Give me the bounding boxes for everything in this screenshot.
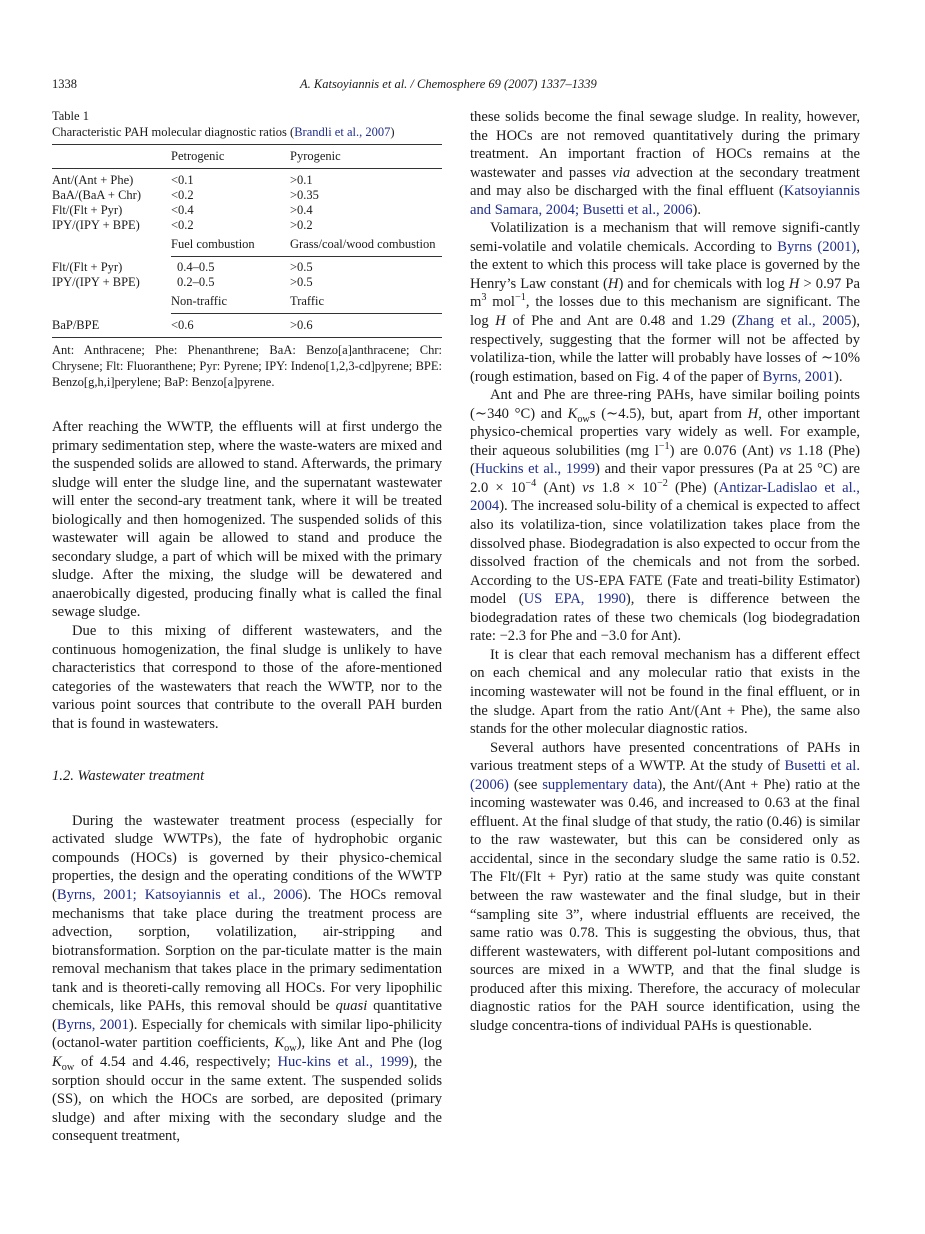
citation-link[interactable]: Katsoyiannis and Samara, 2004; Busetti et al., 2006 <box>470 183 860 218</box>
table-row: BaA/(BaA + Chr) <0.2 >0.35 <box>52 187 319 202</box>
table-row: Flt/(Flt + Pyr) <0.4 >0.4 <box>52 202 313 217</box>
citation-link[interactable]: Huc-kins et al., 1999 <box>277 1053 409 1070</box>
paragraph: Due to this mixing of different wastewaters, and the continuous homogenization, the final sludge is unlikely to have characteristics that correspond to those of the afore-mentioned categories of the wastewaters that reach the WWTP, nor to the various point sources that contribute to the overall PAH burden that is found in wastewaters. <box>52 623 442 732</box>
citation-link[interactable]: Byrns (2001) <box>777 238 857 255</box>
citation-link[interactable]: US EPA, 1990 <box>523 591 626 608</box>
citation-link[interactable]: Byrns, 2001 <box>762 368 834 385</box>
table-row: BaP/BPE <0.6 >0.6 <box>52 314 442 338</box>
supplementary-data-link[interactable]: supplementary data <box>542 776 658 793</box>
citation-link[interactable]: Byrns, 2001; Katsoyiannis et al., 2006 <box>56 887 303 904</box>
running-head: A. Katsoyiannis et al. / Chemosphere 69 (2007) 1337–1339 <box>300 77 597 91</box>
paragraph: It is clear that each removal mechanism has a different effect on each chemical and any molecular ratio that exists in the incoming wastewater will not be found in the final effluent, or in the sludge. Apart from the ratio Ant/(Ant + Phe), the same also stands for the other molecular diagnostic ratios. <box>470 646 860 738</box>
right-column <box>470 108 860 1035</box>
paragraph: During the wastewater treatment process (especially for activated sludge WWTPs), the fate of hydrophobic organic compounds (HOCs) is governed by their physico-chemical properties, the design and the operating conditions of the WWTP (Byrns, 2001; Katsoyiannis et al., 2006). The HOCs removal mechanisms that take place during the treatment process are advection, sorption, volatilization, air-stripping and biotransformation. Sorption on the par-ticulate matter is the main removal mechanism that takes place in the primary sedimentation tank and is theoreti-cally removing all HOCs. For very lipophilic chemicals, like PAHs, this removal should be quasi quantitative (Byrns, 2001). Especially for chemicals with similar lipo-philicity (octanol-water partition coefficients, $K_{ow}$), like Ant and Phe (log $K_{ow}$ of 4.54 and 4.46, respectively; Huc-kins et al., 1999), the sorption should occur in the same extent. The suspended solids (SS), on which the HOCs are sorbed, are deposited (primary sludge) and after mixing with the secondary sludge and the consequent treatment, <box>52 812 442 1145</box>
column-header: Pyrogenic <box>290 145 442 169</box>
table-label: Table 1 <box>52 109 89 123</box>
paragraph: After reaching the WWTP, the effluents will at first undergo the primary sedimentation step, where the waste-waters are mixed and the suspended solids are allowed to stand. Afterwards, the primary sludge will enter the sludge line, and the supernatant wastewater will enter the second-ary treatment tank, where it will be treated biologically and then homogenized. The suspended solids of this wastewater will again be allowed to stand and produce the secondary sludge, a part of which will be mixed with the primary sludge. After the mixing, the sludge will be dewatered and anaerobically digested, producing finally what is called the final sewage sludge. <box>52 419 442 621</box>
table-footnote: Ant: Anthracene; Phe: Phenanthrene; BaA: Benzo[a]anthracene; Chr: Chrysene; Flt: Fluoranthene; Pyr: Pyrene; IPY: Indeno[1,2,3-cd]pyrene; BPE: Benzo[g,h,i]perylene; BaP: Benzo[a]pyrene. <box>52 343 442 389</box>
citation-link[interactable]: Zhang et al., 2005 <box>736 313 852 330</box>
table-title: Characteristic PAH molecular diagnostic ratios (Brandli et al., 2007) <box>52 125 395 139</box>
column-header: Petrogenic <box>171 145 290 169</box>
section-heading: 1.2. Wastewater treatment <box>52 768 205 785</box>
table-row: IPY/(IPY + BPE) <0.2 >0.2 <box>52 217 313 232</box>
paragraph: Ant and Phe are three-ring PAHs, have similar boiling points (∼340 °C) and $K_{ow}s$ (∼4.5), but, apart from H, other important physico-chemical properties vary widely as well. For example, their aqueous solubilities (mg $l^{-1}$) are 0.076 (Ant) vs 1.18 (Phe) (Huckins et al., 1999) and their vapor pressures (Pa at 25 °C) are $2.0 \times 10^{-4}$ (Ant) vs $1.8 \times 10^{-2}$ (Phe) (Antizar-Ladislao et al., 2004). The increased solu-bility of a chemical is expected to affect also its volatiliza-tion, since volatilization takes place from the dissolved phase. Biodegradation is also expected to occur from the dissolved fraction of the chemicals and not from the sorbed. According to the US-EPA FATE (Fate and treati-bility Estimator) model (US EPA, 1990), there is difference between the biodegradation rates of these two chemicals (log biodegradation rate: −2.3 for Phe and −3.0 for Ant). <box>470 387 860 645</box>
citation-link[interactable]: Antizar-Ladislao et al., 2004 <box>470 479 860 515</box>
table-row: Ant/(Ant + Phe) <0.1 >0.1 <box>52 172 313 187</box>
paragraph: Volatilization is a mechanism that will remove signifi-cantly semi-volatile and volatile chemicals. According to Byrns (2001), the extent to which this process will take place is governed by the Henry’s Law constant (H) and for chemicals with log H > 0.97 Pa $m^3$ mol$^{-1}$, the losses due to this mechanism are significant. The log H of Phe and Ant are 0.48 and 1.29 (Zhang et al., 2005), respectively, suggesting that the former will not be affected by volatiliza-tion, while the latter will probably have losses of ∼10% (rough estimation, based on Fig. 4 of the paper of Byrns, 2001). <box>470 220 861 385</box>
table-header-row <box>52 145 442 169</box>
citation-link[interactable]: Huckins et al., 1999 <box>474 461 596 478</box>
column-header: Non-traffic <box>171 290 290 314</box>
table-subheader-row <box>52 233 442 257</box>
column-header: Traffic <box>290 290 442 314</box>
column-header: Fuel combustion <box>171 233 290 257</box>
page-number: 1338 <box>52 77 77 91</box>
citation-link[interactable]: Brandli et al., 2007 <box>294 125 391 139</box>
paragraph: these solids become the final sewage sludge. In reality, however, the HOCs are not removed quantitatively during the primary treatment. An important fraction of HOCs remains at the wastewater and passes via advection at the secondary treatment and may also be discharged with the final effluent (Katsoyiannis and Samara, 2004; Busetti et al., 2006). <box>470 109 860 218</box>
paragraph: Several authors have presented concentrations of PAHs in various treatment steps of a WWTP. At the study of Busetti et al. (2006) (see supplementary data), the Ant/(Ant + Phe) ratio at the incoming wastewater was 0.46, and increased to 0.63 at the final effluent. At the final sludge of that study, the ratio (0.46) is similar to the raw wastewater, but this can be considered only as accidental, since in the secondary sludge the same ratio is 0.52. The Flt/(Flt + Pyr) ratio at the same study was quite constant between the raw wastewater and the final sludge, but in their “sampling site 3”, where industrial effluents are received, the same ratio was 0.78. This is suggesting the obvious, thus, that different wastewaters, with different pol-lutant compositions and sources are mixed in a WWTP, and that the final sludge is produced after this mixing. Therefore, the accuracy of molecular diagnostic ratios for the PAH source identification, using the sludge concentra-tions of individual PAHs is questionable. <box>470 739 861 1034</box>
table-row: IPY/(IPY + BPE) 0.2–0.5 >0.5 <box>52 275 313 289</box>
left-column <box>52 108 442 1146</box>
table-subheader-row <box>52 290 442 314</box>
table-row: Flt/(Flt + Pyr) 0.4–0.5 >0.5 <box>52 260 313 274</box>
citation-link[interactable]: Byrns, 2001 <box>56 1016 129 1033</box>
citation-link[interactable]: Busetti et al. (2006) <box>470 758 860 793</box>
column-header: Grass/coal/wood combustion <box>290 233 442 257</box>
diagnostic-ratios-table <box>52 144 442 338</box>
